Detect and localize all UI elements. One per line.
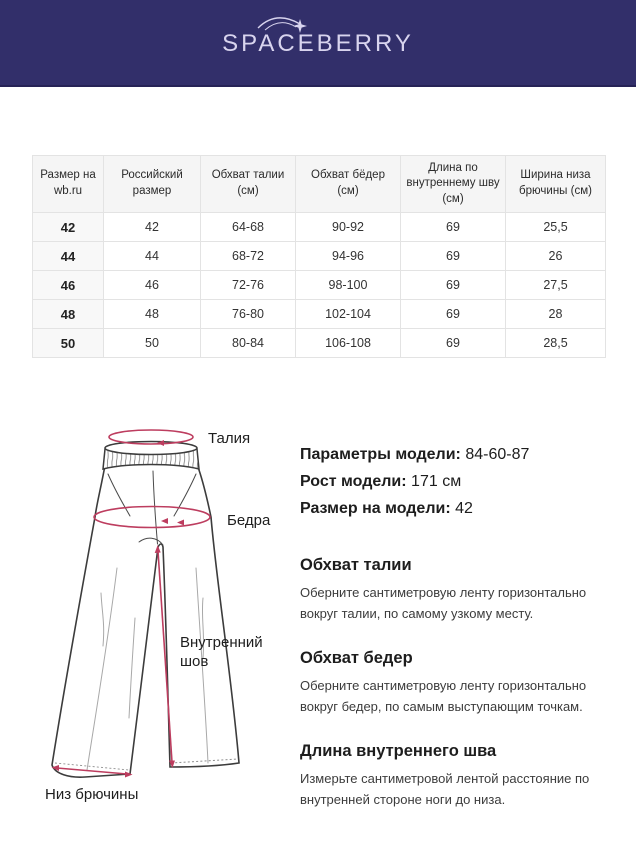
measure-section-inseam (300, 742, 600, 810)
model-param-line (300, 446, 600, 464)
param-label: Размер на модели: (300, 500, 451, 517)
value-cell: 69 (401, 300, 506, 329)
section-title: Длина внутреннего шва (300, 742, 497, 761)
pants-sketch (35, 418, 295, 818)
section-text: Оберните сантиметровую ленту горизонтально вокруг бедер, по самым выступающим точкам. (300, 678, 587, 714)
label-hips: Бедра (227, 512, 271, 529)
measurement-info (300, 446, 600, 835)
param-value: 84-60-87 (465, 446, 530, 463)
column-header: Российский размер (104, 156, 201, 213)
table-row (33, 329, 606, 358)
section-text: Оберните сантиметровую ленту горизонтально вокруг талии, по самому узкому месту. (300, 585, 587, 621)
size-table (32, 155, 606, 358)
brand-logo (0, 0, 636, 85)
model-param-line (300, 500, 600, 518)
brand-logo-text: SPACEBERRY (222, 30, 414, 57)
value-cell: 69 (401, 271, 506, 300)
section-text: Измерьте сантиметровой лентой расстояние по внутренней стороне ноги до низа. (300, 771, 590, 807)
value-cell: 28,5 (506, 329, 606, 358)
value-cell: 90-92 (296, 213, 401, 242)
param-label: Рост модели: (300, 473, 407, 490)
value-cell: 106-108 (296, 329, 401, 358)
param-label: Параметры модели: (300, 446, 461, 463)
value-cell: 69 (401, 242, 506, 271)
model-params (300, 446, 600, 518)
column-header: Обхват талии (см) (201, 156, 296, 213)
section-title: Обхват бедер (300, 649, 413, 668)
label-inner-seam: Внутренний шов (180, 634, 263, 670)
param-value: 42 (455, 500, 473, 517)
value-cell: 68-72 (201, 242, 296, 271)
table-row (33, 271, 606, 300)
value-cell: 28 (506, 300, 606, 329)
measure-guide (300, 556, 600, 810)
value-cell: 69 (401, 213, 506, 242)
value-cell: 102-104 (296, 300, 401, 329)
value-cell: 44 (104, 242, 201, 271)
value-cell: 98-100 (296, 271, 401, 300)
value-cell: 48 (104, 300, 201, 329)
measure-section-hips (300, 649, 600, 717)
section-title: Обхват талии (300, 556, 412, 574)
value-cell: 69 (401, 329, 506, 358)
size-cell: 42 (33, 213, 104, 242)
value-cell: 50 (104, 329, 201, 358)
table-header-row (33, 156, 606, 213)
value-cell: 46 (104, 271, 201, 300)
label-leg-bottom: Низ брючины (45, 786, 139, 803)
size-cell: 50 (33, 329, 104, 358)
measure-section-waist (300, 556, 600, 624)
size-cell: 44 (33, 242, 104, 271)
value-cell: 26 (506, 242, 606, 271)
param-value: 171 см (411, 473, 462, 490)
column-header: Обхват бёдер (см) (296, 156, 401, 213)
value-cell: 25,5 (506, 213, 606, 242)
size-cell: 46 (33, 271, 104, 300)
value-cell: 94-96 (296, 242, 401, 271)
table-row (33, 242, 606, 271)
value-cell: 80-84 (201, 329, 296, 358)
column-header: Длина по внутреннему шву (см) (401, 156, 506, 213)
value-cell: 72-76 (201, 271, 296, 300)
model-param-line (300, 473, 600, 491)
size-cell: 48 (33, 300, 104, 329)
pants-diagram (35, 418, 295, 818)
table-row (33, 213, 606, 242)
table-row (33, 300, 606, 329)
column-header: Размер на wb.ru (33, 156, 104, 213)
value-cell: 76-80 (201, 300, 296, 329)
value-cell: 64-68 (201, 213, 296, 242)
label-waist: Талия (208, 430, 251, 447)
column-header: Ширина низа брючины (см) (506, 156, 606, 213)
value-cell: 42 (104, 213, 201, 242)
value-cell: 27,5 (506, 271, 606, 300)
brand-header (0, 0, 636, 87)
